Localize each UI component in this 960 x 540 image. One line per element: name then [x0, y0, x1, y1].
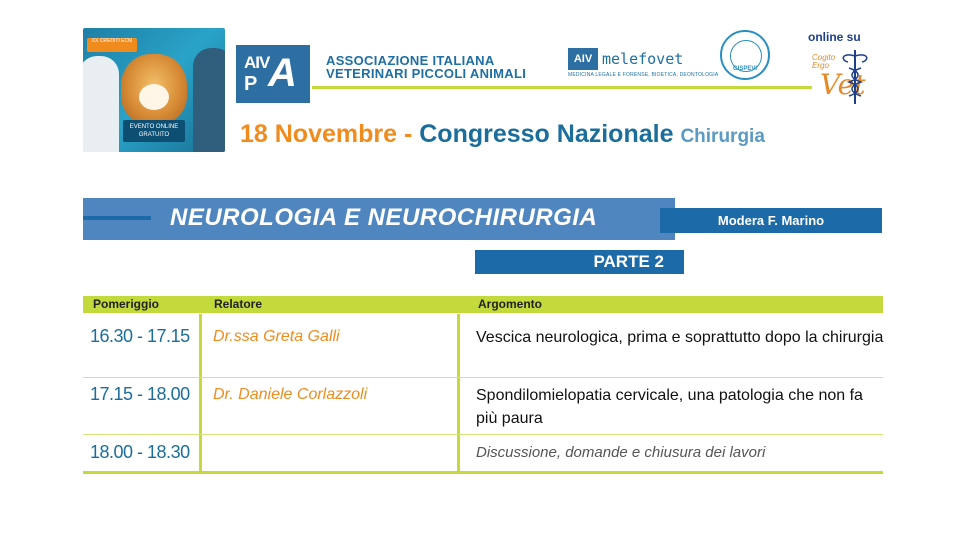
title-dash: - [397, 120, 420, 148]
row-speaker: Dr. Daniele Corlazzoli [213, 386, 368, 403]
credits-tag: XX CREDITI ECM [87, 38, 137, 52]
congress-name: Congresso Nazionale [419, 120, 674, 148]
table-column-divider [457, 314, 460, 471]
event-promo-image [83, 28, 225, 152]
vet-person-left [83, 56, 119, 152]
gispevi-logo [720, 30, 770, 80]
section-accent-line [83, 216, 151, 220]
row-time: 16.30 - 17.15 [90, 326, 190, 346]
moderator-badge: Modera F. Marino [660, 208, 882, 233]
row-time: 17.15 - 18.00 [90, 384, 190, 404]
online-label: online su [808, 30, 861, 44]
melefovet-logo-box: AIV PA [568, 48, 598, 70]
caduceus-icon [838, 46, 872, 106]
association-line-1: ASSOCIAZIONE ITALIANA [326, 53, 495, 68]
vet-logo-text: Vet [820, 68, 866, 101]
row-topic: Discussione, domande e chiusura dei lavori [476, 444, 766, 461]
row-time: 18.00 - 18.30 [90, 442, 190, 462]
association-line-2: VETERINARI PICCOLI ANIMALI [326, 66, 527, 81]
event-title [240, 120, 765, 149]
association-name [326, 54, 526, 80]
row-topic: Spondilomielopatia cervicale, una patologia che non fa più paura [476, 387, 863, 427]
event-date: 18 Novembre [240, 120, 398, 148]
header-time: Pomeriggio [93, 297, 160, 311]
melefovet-subtitle: MEDICINA LEGALE E FORENSE, BIOETICA, DEONTOLOGIA [568, 72, 719, 78]
melefovet-logo-text: melefovet [602, 50, 684, 68]
table-bottom-border [83, 471, 883, 474]
section-title: NEUROLOGIA E NEUROCHIRURGIA [170, 204, 598, 231]
header-divider [312, 86, 812, 89]
header-topic: Argomento [478, 297, 542, 311]
free-online-tag: EVENTO ONLINE GRATUITO [123, 120, 185, 142]
row-speaker: Dr.ssa Greta Galli [213, 328, 340, 345]
gispevi-label: GISPEVI [732, 66, 757, 72]
dog-illustration [121, 54, 187, 124]
part-badge: PARTE 2 [475, 250, 684, 274]
row-topic: Vescica neurologica, prima e soprattutto dopo la chirurgia [476, 329, 884, 346]
row-divider [83, 434, 883, 435]
table-column-divider [199, 314, 202, 471]
congress-category: Chirurgia [680, 126, 765, 147]
row-divider [83, 377, 883, 378]
aivpa-logo: AIV P A [236, 45, 310, 103]
vet-person-right [193, 48, 225, 152]
cogito-ergo-text: Cogito Ergo [812, 53, 836, 70]
header-speaker: Relatore [214, 297, 263, 311]
